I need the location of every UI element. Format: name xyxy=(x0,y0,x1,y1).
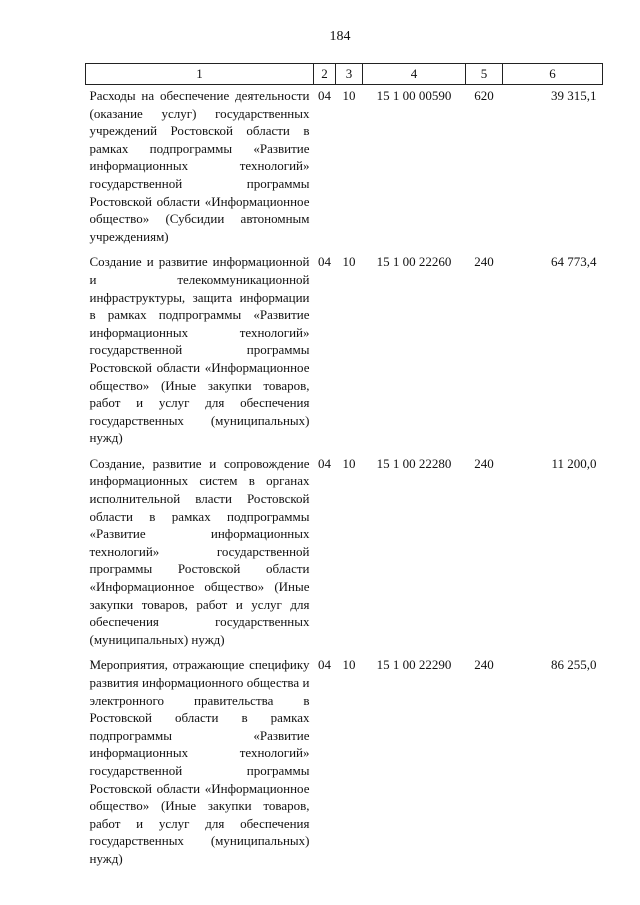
amount: 64 773,4 xyxy=(551,254,597,270)
target-article-code: 15 1 00 22260 xyxy=(376,254,452,270)
expense-name: Создание, развитие и сопровождение информационных систем в органах исполнительной власти Ростовской области в рамках подпрограммы «Развитие информационных технологий» государственной программы Ростовской области «Информационное общество» (Иные закупки товаров, работ и услуг для обеспечения государственных (муниципальных) нужд) xyxy=(89,455,310,647)
column-header-4: 4 xyxy=(363,64,466,85)
column-header-2: 2 xyxy=(314,64,336,85)
header-row xyxy=(86,64,603,85)
column-header-1: 1 xyxy=(86,64,314,85)
column-header-6: 6 xyxy=(503,64,603,85)
table-row xyxy=(86,453,603,655)
section-code: 04 xyxy=(318,657,331,673)
table-row xyxy=(86,654,603,873)
budget-table xyxy=(85,63,603,874)
expense-type-code: 240 xyxy=(474,657,494,673)
expense-name: Создание и развитие информационной и телекоммуникационной инфраструктуры, защита информации в рамках подпрограммы «Развитие информационных технологий» государственной программы Ростовской области «Информационное общество» (Иные закупки товаров, работ и услуг для обеспечения государственных (муниципальных) нужд) xyxy=(89,254,310,446)
amount: 86 255,0 xyxy=(551,657,597,673)
column-header-5: 5 xyxy=(466,64,503,85)
section-code: 04 xyxy=(318,254,331,270)
amount: 11 200,0 xyxy=(551,455,597,471)
table-header xyxy=(86,64,603,85)
amount: 39 315,1 xyxy=(551,88,597,103)
subsection-code: 10 xyxy=(342,455,356,471)
section-code: 04 xyxy=(318,455,331,471)
subsection-code: 10 xyxy=(342,88,356,103)
table-row xyxy=(86,251,603,453)
page-number: 184 xyxy=(329,29,351,44)
table-body xyxy=(86,85,603,874)
expense-type-code: 240 xyxy=(474,254,494,270)
expense-name: Мероприятия, отражающие специфику развития информационного общества и электронного правительства в Ростовской области в рамках подпрограммы «Развитие информационных технологий» государственной программы Ростовской области «Информационное общество» (Иные закупки товаров, работ и услуг для обеспечения государственных (муниципальных) нужд) xyxy=(89,657,310,866)
subsection-code: 10 xyxy=(342,657,356,673)
expense-name: Расходы на обеспечение деятельности (оказание услуг) государственных учреждений Ростовской области в рамках подпрограммы «Развитие информационных технологий» государственной программы Ростовской области «Информационное общество» (Субсидии автономным учреждениям) xyxy=(89,88,310,244)
expense-type-code: 240 xyxy=(474,455,494,471)
column-header-3: 3 xyxy=(336,64,363,85)
target-article-code: 15 1 00 22280 xyxy=(376,455,452,471)
table-row xyxy=(86,85,603,252)
target-article-code: 15 1 00 00590 xyxy=(376,88,452,103)
section-code: 04 xyxy=(318,88,331,103)
subsection-code: 10 xyxy=(342,254,356,270)
expense-type-code: 620 xyxy=(474,88,494,103)
target-article-code: 15 1 00 22290 xyxy=(376,657,452,673)
